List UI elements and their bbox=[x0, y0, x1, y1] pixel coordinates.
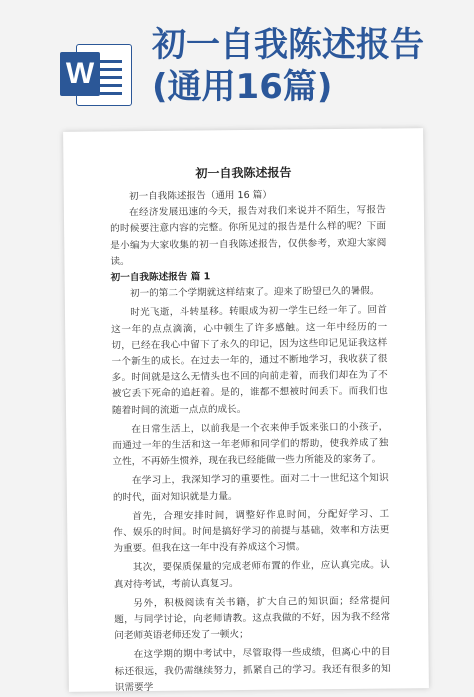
paragraph: 首先，合理安排时间，调整好作息时间，分配好学习、工作、娱乐的时间。时间是搞好学习的前提与基础，效率和方法更为重要。但我在这一年中没有养成这个习惯。 bbox=[113, 508, 390, 555]
document-body bbox=[110, 185, 391, 697]
paragraph: 在日常生活上，以前我是一个衣来伸手饭来张口的小孩子，而通过一年的生活和这一年老师和同学们的帮助，使我养成了独立性，不再娇生惯养，现在我已经能做一些力所能及的家务了。 bbox=[112, 421, 389, 468]
section-heading: 初一自我陈述报告 篇 1 bbox=[110, 271, 211, 284]
paragraph: 时光飞逝，斗转星移。转眼成为初一学生已经一年了。回首这一年的点点滴滴，心中顿生了许多感触。这一年中经历的一切，已经在我心中留下了永久的印记，因为这些印记见证我这样一个新生的成长。在过去一年的，通过不断地学习，我收获了很多。时间就是这么无情头也不回的向前走着，而我们却在为了不被它丢下死命的追赶着。是的，谁都不想被时间丢下。而我们也随着时间的流逝一点点的成长。 bbox=[111, 304, 388, 417]
document-intro: 在经济发展迅速的今天，报告对我们来说并不陌生，写报告的时候要注意内容的完整。你所见过的报告是什么样的呢？下面是小编为大家收集的初一自我陈述报告，仅供参考，欢迎大家阅读。 bbox=[110, 204, 387, 268]
paragraph: 在这学期的期中考试中，尽管取得一些成绩，但离心中的目标还很远，我仍需继续努力，抓紧自己的学习。我还有很多的知识需要学 bbox=[114, 646, 391, 694]
document-title: 初一自我陈述报告 bbox=[195, 165, 292, 181]
word-icon-line bbox=[100, 92, 122, 95]
word-icon-line bbox=[100, 68, 122, 71]
paragraph: 其次，要保质保量的完成老师布置的作业，应认真完成。认真对待考试，考前认真复习。 bbox=[113, 559, 390, 591]
word-icon-line bbox=[100, 60, 122, 63]
page-title bbox=[152, 24, 462, 108]
banner bbox=[0, 0, 474, 118]
paragraph: 在学习上，我深知学习的重要性。面对二十一世纪这个知识的时代，面对知识就是力量。 bbox=[112, 472, 389, 504]
word-icon-letter: W bbox=[60, 52, 100, 96]
paragraph: 初一的第二个学期就这样结束了。迎来了盼望已久的暑假。 bbox=[129, 285, 380, 300]
word-document-icon bbox=[60, 38, 132, 108]
page-title-line-1: 初一自我陈述报告 bbox=[152, 25, 424, 65]
document-subtitle: 初一自我陈述报告（通用 16 篇） bbox=[128, 189, 273, 203]
paragraph: 另外，积极阅读有关书籍，扩大自己的知识面；经常提问题，与同学讨论，向老师请教。这点我做的不好，因为我不经常问老师英语老师还发了一顿火； bbox=[114, 595, 391, 642]
page-title-line-2: (通用16篇) bbox=[152, 67, 333, 107]
word-icon-line bbox=[100, 76, 122, 79]
document-page bbox=[63, 128, 429, 692]
word-icon-line bbox=[100, 84, 122, 87]
